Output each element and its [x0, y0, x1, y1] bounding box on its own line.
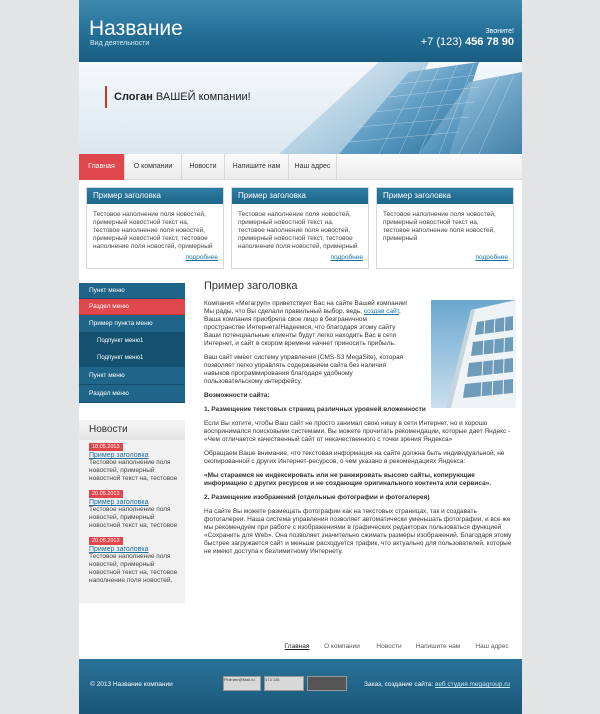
counter-badge[interactable]: [264, 676, 304, 691]
page-title: Пример заголовка: [204, 280, 298, 292]
paragraph-part: , Ваша компания приобрела свое лицо в безграничном пространстве Интернета!Надеемся, что благодаря этому сайту Ваши потенциальные клиенты будут легко находить Вас в сети Интернет, и сайт в скором времени начнет приносить прибыль.: [204, 308, 401, 347]
card-text: Тестовое наполнение поля новостей, примерный новостной текст на, тестовое наполнение поля новостей, примерный новостной текст, тестовое наполнение поля новостей, примерный: [93, 211, 213, 250]
nav-item-address[interactable]: Наш адрес: [289, 154, 337, 180]
slogan-bold: Слоган: [114, 91, 153, 103]
card-more-link[interactable]: подробнее: [475, 254, 508, 261]
news-card: [376, 187, 514, 269]
page: [79, 0, 522, 714]
slogan-rest: ВАШЕЙ компании!: [155, 91, 251, 103]
news-card: [86, 187, 224, 269]
card-title[interactable]: Пример заголовка: [87, 188, 223, 204]
paragraph: На сайте Вы можете размещать фотографии как на текстовых страницах, так и создавать фотогалереи. Наша система управления позволяет автоматически уменьшать фотографии, и все же мы рекомендуем при работе с изображениями в графических редакторах пользоваться функцией «Сохранить для Web». Она позволяет значительно сжимать размеры изображений. Благодаря этому быстрее загружается сайт и меньше расходуется трафик, что актуально для пользователей, которые не имеют доступа к безлимитному Интернету.: [204, 508, 512, 555]
header: [79, 0, 522, 62]
studio-label: Заказ, создание сайта:: [363, 681, 434, 688]
footer-nav-news[interactable]: Новости: [376, 643, 402, 650]
slogan: [105, 86, 251, 108]
news-title: Новости: [79, 420, 185, 440]
building-image: [431, 300, 516, 408]
footer-nav-address[interactable]: Наш адрес: [475, 643, 509, 650]
studio-link[interactable]: веб студия megagroup.ru: [434, 681, 510, 688]
counter-badge[interactable]: [223, 676, 261, 691]
building-photo: [431, 300, 516, 408]
news-item: [79, 440, 185, 483]
counter-value: 473: [265, 677, 272, 682]
side-menu-item-active[interactable]: Раздел меню: [79, 299, 185, 315]
news-link[interactable]: Пример заголовка: [89, 499, 149, 506]
studio-credit: [364, 681, 510, 688]
card-text: Тестовое наполнение поля новостей, примерный новостной текст на, тестовое наполнение поля новостей, примерный новостной текст, тестовое наполнение поля новостей, примерный: [238, 211, 358, 250]
nav-item-about[interactable]: О компании: [125, 154, 182, 180]
paragraph: Обращаем Ваше внимание, что текстовая информация на сайте должна быть индивидуальной, не скопированной с других Интернет-ресурсов, о чем указано в рекомендациях Яндекса:: [204, 450, 505, 465]
card-title[interactable]: Пример заголовка: [232, 188, 368, 204]
footer-nav-about[interactable]: О компании: [324, 643, 360, 650]
counter-badge[interactable]: [307, 676, 347, 691]
news-date: 20.05.2013: [89, 537, 123, 545]
side-menu-item[interactable]: Пункт меню: [79, 283, 185, 299]
side-submenu-item[interactable]: Подпункт меню1: [79, 350, 185, 367]
news-date: 18.05.2013: [89, 443, 123, 451]
feature-heading-2: 2. Размещение изображений (отдельные фотографии и фотогалерея): [204, 494, 430, 501]
side-menu-item[interactable]: Пример пункта меню: [79, 315, 185, 333]
card-title[interactable]: Пример заголовка: [377, 188, 513, 204]
quote: «Мы стараемся не индексировать или не ранжировать высоко сайты, копирующие информацию с других ресурсов и не создающие оригинального контента или сервиса».: [204, 472, 492, 487]
news-card: [231, 187, 369, 269]
features-heading: Возможности сайта:: [204, 392, 270, 399]
call-label: Звоните!: [485, 28, 514, 35]
paragraph: Если Вы хотите, чтобы Ваш сайт не просто занимал свою нишу в сети Интернет, но и хорошо воспринимался поисковыми системами, Вы можете прочитать рекомендации, которые дает Яндекс - «Чем отличается качественный сайт от некачественного с точки зрения Яндекса»: [204, 420, 511, 443]
news-link[interactable]: Пример заголовка: [89, 546, 149, 553]
site-subtitle: Вид деятельности: [90, 40, 150, 47]
nav-item-contact[interactable]: Напишите нам: [225, 154, 289, 180]
news-block: [79, 420, 185, 603]
phone-main: 456 78 90: [465, 36, 514, 48]
paragraph: [204, 300, 409, 348]
footer-nav-home[interactable]: Главная: [284, 643, 310, 650]
phone-number: [421, 36, 514, 48]
main-nav: [79, 154, 522, 180]
nav-item-news[interactable]: Новости: [182, 154, 225, 180]
main-content: [204, 280, 516, 555]
footer: [79, 659, 522, 714]
article-text: [204, 300, 512, 556]
news-item: [79, 487, 185, 530]
news-item: [79, 534, 185, 585]
card-more-link[interactable]: подробнее: [185, 254, 218, 261]
paragraph: Ваш сайт имеет систему управления (CMS-S3 MegaSite), которая позволяет легко управлять содержанием сайта без наличия навыков программирования благодаря удобному пользовательскому интерфейсу.: [204, 354, 404, 385]
card-text: Тестовое наполнение поля новостей, примерный новостной текст на, тестовое наполнение поля новостей, примерный: [383, 211, 496, 242]
phone-prefix: +7 (123): [420, 36, 462, 48]
feature-heading-1: 1. Размещение текстовых страниц различных уровней вложенности: [204, 406, 426, 413]
news-text: Тестовое наполнение поля новостей, примерный новостной текст на, тестовое: [89, 459, 178, 482]
side-menu: [79, 283, 185, 403]
side-menu-item[interactable]: Пункт меню: [79, 367, 185, 385]
counter-label: Рейтинг@Mail.ru: [224, 677, 255, 682]
side-submenu-item[interactable]: Подпункт меню1: [79, 333, 185, 350]
site-name[interactable]: Название: [89, 17, 183, 40]
nav-item-home[interactable]: Главная: [79, 154, 125, 180]
footer-nav-contact[interactable]: Напишите нам: [415, 643, 461, 650]
banner: [79, 62, 522, 154]
news-text: Тестовое наполнение поля новостей, примерный новостной текст на, тестовое наполнение поля новостей,: [89, 553, 178, 584]
create-site-link[interactable]: создав сайт: [363, 308, 399, 315]
paragraph-part: Компания «Мегагруп» приветствует Вас на сайте Вашей компании! Мы рады, что Вы сделали правильный выбор, ведь,: [204, 300, 408, 315]
news-date: 20.05.2013: [89, 490, 123, 498]
side-menu-item[interactable]: Раздел меню: [79, 385, 185, 403]
counter-value: 135: [272, 677, 280, 682]
card-more-link[interactable]: подробнее: [330, 254, 363, 261]
skyscraper-image: [79, 62, 522, 154]
copyright: © 2013 Название компании: [90, 681, 173, 688]
news-text: Тестовое наполнение поля новостей, примерный новостной текст на, тестовое: [89, 506, 178, 529]
news-link[interactable]: Пример заголовка: [89, 452, 149, 459]
